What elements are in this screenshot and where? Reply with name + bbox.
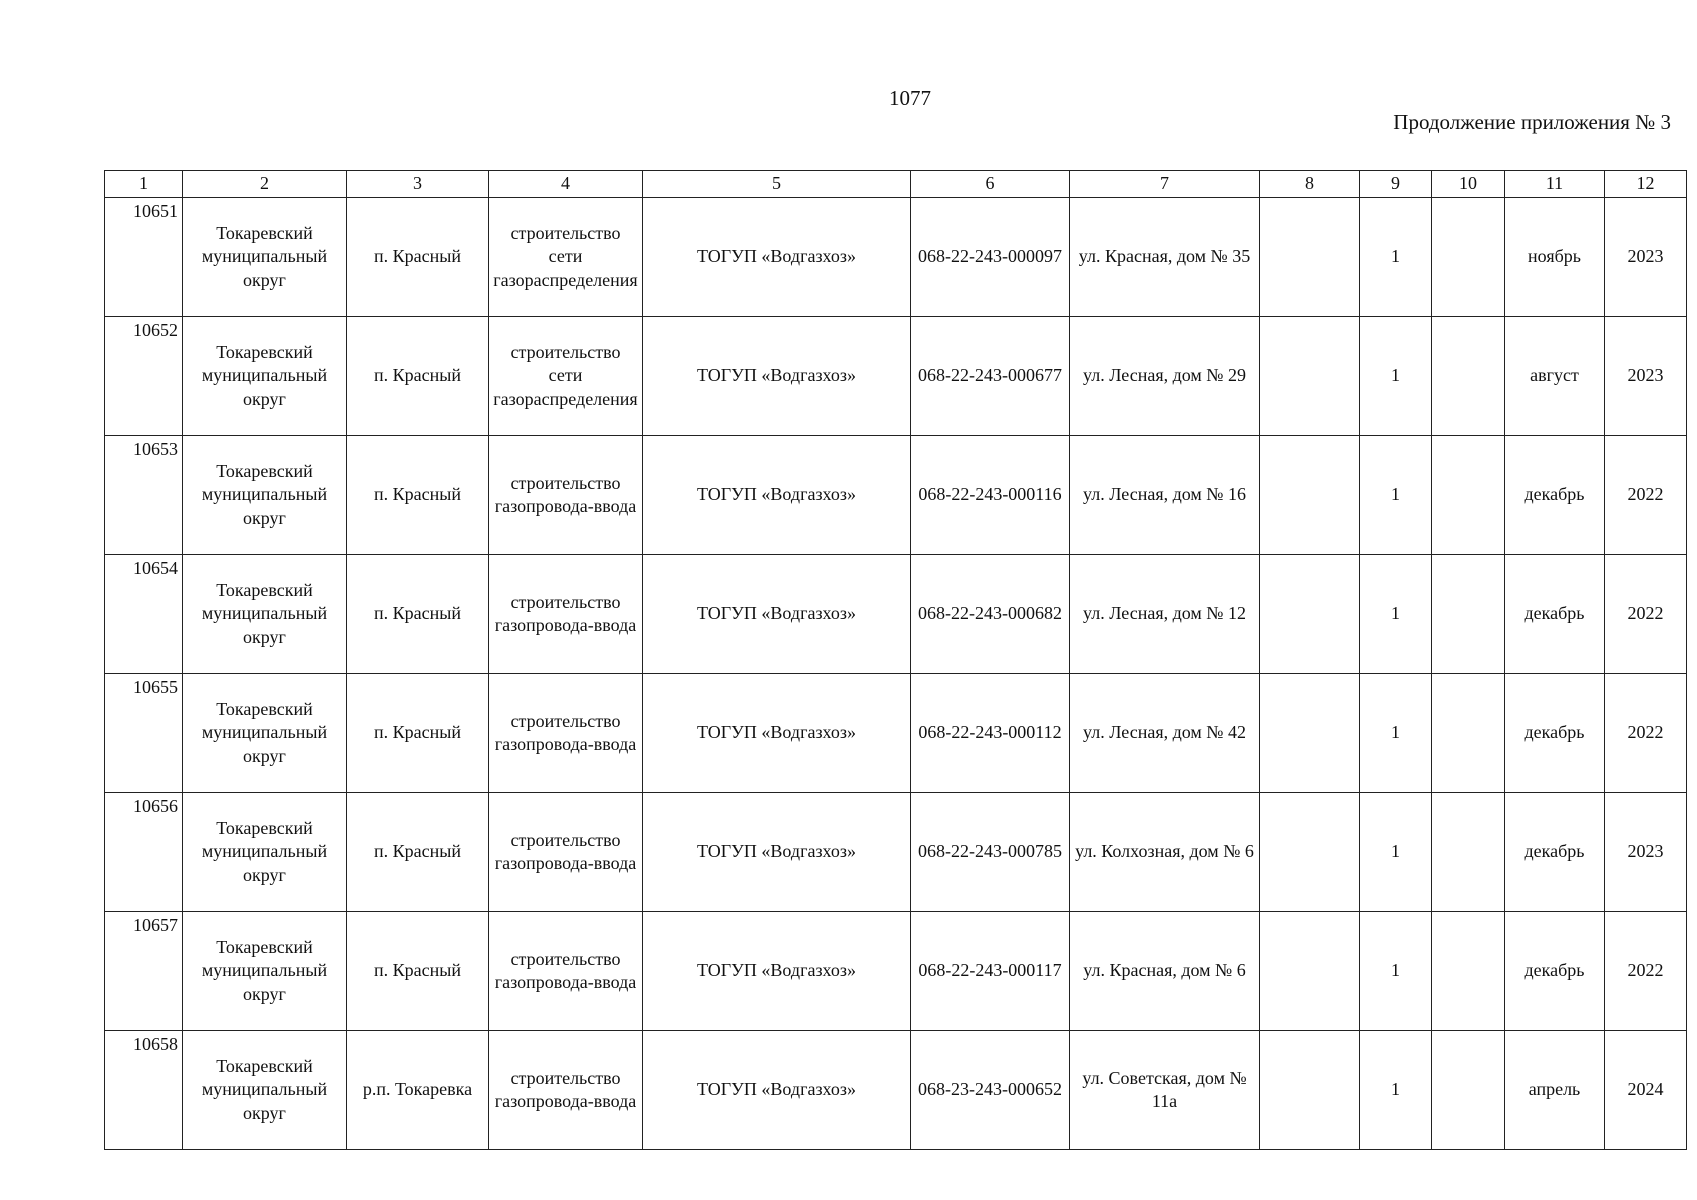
month-cell: декабрь <box>1505 793 1605 912</box>
column-10-cell <box>1432 1031 1505 1150</box>
column-header: 10 <box>1432 171 1505 198</box>
month-cell: апрель <box>1505 1031 1605 1150</box>
column-header: 11 <box>1505 171 1605 198</box>
organization-cell: ТОГУП «Водгазхоз» <box>643 912 911 1031</box>
year-cell: 2022 <box>1605 912 1687 1031</box>
organization-cell: ТОГУП «Водгазхоз» <box>643 317 911 436</box>
table-body <box>105 198 1687 1150</box>
column-header: 9 <box>1360 171 1432 198</box>
column-10-cell <box>1432 793 1505 912</box>
settlement-cell: п. Красный <box>347 436 489 555</box>
work-type-cell: строительство сети газораспределения <box>489 317 643 436</box>
application-code-cell: 068-22-243-000677 <box>911 317 1070 436</box>
organization-cell: ТОГУП «Водгазхоз» <box>643 555 911 674</box>
settlement-cell: п. Красный <box>347 674 489 793</box>
table-row <box>105 317 1687 436</box>
column-header: 2 <box>183 171 347 198</box>
column-10-cell <box>1432 674 1505 793</box>
address-cell: ул. Лесная, дом № 42 <box>1070 674 1260 793</box>
month-cell: декабрь <box>1505 555 1605 674</box>
work-type-cell: строительство газопровода-ввода <box>489 1031 643 1150</box>
gas-connection-register-table <box>104 170 1687 1150</box>
table-row <box>105 555 1687 674</box>
column-10-cell <box>1432 198 1505 317</box>
work-type-cell: строительство газопровода-ввода <box>489 555 643 674</box>
quantity-cell: 1 <box>1360 1031 1432 1150</box>
address-cell: ул. Красная, дом № 35 <box>1070 198 1260 317</box>
year-cell: 2023 <box>1605 198 1687 317</box>
column-8-cell <box>1260 674 1360 793</box>
column-header: 4 <box>489 171 643 198</box>
column-8-cell <box>1260 317 1360 436</box>
column-header: 3 <box>347 171 489 198</box>
settlement-cell: п. Красный <box>347 317 489 436</box>
month-cell: август <box>1505 317 1605 436</box>
column-header: 6 <box>911 171 1070 198</box>
application-code-cell: 068-22-243-000116 <box>911 436 1070 555</box>
table-row <box>105 1031 1687 1150</box>
settlement-cell: п. Красный <box>347 912 489 1031</box>
work-type-cell: строительство газопровода-ввода <box>489 436 643 555</box>
district-cell: Токаревский муниципальный округ <box>183 436 347 555</box>
quantity-cell: 1 <box>1360 674 1432 793</box>
district-cell: Токаревский муниципальный округ <box>183 198 347 317</box>
column-header: 7 <box>1070 171 1260 198</box>
work-type-cell: строительство сети газораспределения <box>489 198 643 317</box>
column-header: 1 <box>105 171 183 198</box>
organization-cell: ТОГУП «Водгазхоз» <box>643 674 911 793</box>
quantity-cell: 1 <box>1360 555 1432 674</box>
column-header: 8 <box>1260 171 1360 198</box>
settlement-cell: п. Красный <box>347 198 489 317</box>
work-type-cell: строительство газопровода-ввода <box>489 674 643 793</box>
row-number-cell: 10657 <box>105 912 183 1031</box>
year-cell: 2022 <box>1605 436 1687 555</box>
row-number-cell: 10656 <box>105 793 183 912</box>
column-8-cell <box>1260 436 1360 555</box>
column-10-cell <box>1432 317 1505 436</box>
quantity-cell: 1 <box>1360 198 1432 317</box>
column-8-cell <box>1260 793 1360 912</box>
column-10-cell <box>1432 555 1505 674</box>
column-8-cell <box>1260 198 1360 317</box>
application-code-cell: 068-22-243-000112 <box>911 674 1070 793</box>
application-code-cell: 068-22-243-000785 <box>911 793 1070 912</box>
row-number-cell: 10651 <box>105 198 183 317</box>
column-8-cell <box>1260 555 1360 674</box>
column-10-cell <box>1432 912 1505 1031</box>
table-header <box>105 171 1687 198</box>
column-8-cell <box>1260 1031 1360 1150</box>
organization-cell: ТОГУП «Водгазхоз» <box>643 198 911 317</box>
month-cell: декабрь <box>1505 674 1605 793</box>
column-header: 12 <box>1605 171 1687 198</box>
settlement-cell: п. Красный <box>347 793 489 912</box>
column-header: 5 <box>643 171 911 198</box>
application-code-cell: 068-23-243-000652 <box>911 1031 1070 1150</box>
column-8-cell <box>1260 912 1360 1031</box>
page-number: 1077 <box>889 86 931 110</box>
organization-cell: ТОГУП «Водгазхоз» <box>643 793 911 912</box>
settlement-cell: п. Красный <box>347 555 489 674</box>
address-cell: ул. Лесная, дом № 12 <box>1070 555 1260 674</box>
row-number-cell: 10654 <box>105 555 183 674</box>
district-cell: Токаревский муниципальный округ <box>183 317 347 436</box>
work-type-cell: строительство газопровода-ввода <box>489 912 643 1031</box>
month-cell: ноябрь <box>1505 198 1605 317</box>
district-cell: Токаревский муниципальный округ <box>183 555 347 674</box>
row-number-cell: 10653 <box>105 436 183 555</box>
year-cell: 2023 <box>1605 793 1687 912</box>
work-type-cell: строительство газопровода-ввода <box>489 793 643 912</box>
row-number-cell: 10655 <box>105 674 183 793</box>
column-number-row <box>105 171 1687 198</box>
settlement-cell: р.п. Токаревка <box>347 1031 489 1150</box>
organization-cell: ТОГУП «Водгазхоз» <box>643 1031 911 1150</box>
organization-cell: ТОГУП «Водгазхоз» <box>643 436 911 555</box>
address-cell: ул. Красная, дом № 6 <box>1070 912 1260 1031</box>
table-row <box>105 912 1687 1031</box>
table-row <box>105 436 1687 555</box>
year-cell: 2024 <box>1605 1031 1687 1150</box>
address-cell: ул. Советская, дом № 11а <box>1070 1031 1260 1150</box>
appendix-continuation-note: Продолжение приложения № 3 <box>1393 110 1671 134</box>
table-row <box>105 674 1687 793</box>
district-cell: Токаревский муниципальный округ <box>183 793 347 912</box>
quantity-cell: 1 <box>1360 317 1432 436</box>
month-cell: декабрь <box>1505 912 1605 1031</box>
application-code-cell: 068-22-243-000117 <box>911 912 1070 1031</box>
quantity-cell: 1 <box>1360 912 1432 1031</box>
application-code-cell: 068-22-243-000097 <box>911 198 1070 317</box>
year-cell: 2022 <box>1605 555 1687 674</box>
address-cell: ул. Лесная, дом № 16 <box>1070 436 1260 555</box>
table-row <box>105 198 1687 317</box>
address-cell: ул. Колхозная, дом № 6 <box>1070 793 1260 912</box>
month-cell: декабрь <box>1505 436 1605 555</box>
quantity-cell: 1 <box>1360 793 1432 912</box>
district-cell: Токаревский муниципальный округ <box>183 912 347 1031</box>
quantity-cell: 1 <box>1360 436 1432 555</box>
column-10-cell <box>1432 436 1505 555</box>
district-cell: Токаревский муниципальный округ <box>183 1031 347 1150</box>
row-number-cell: 10658 <box>105 1031 183 1150</box>
row-number-cell: 10652 <box>105 317 183 436</box>
table-row <box>105 793 1687 912</box>
year-cell: 2023 <box>1605 317 1687 436</box>
application-code-cell: 068-22-243-000682 <box>911 555 1070 674</box>
year-cell: 2022 <box>1605 674 1687 793</box>
district-cell: Токаревский муниципальный округ <box>183 674 347 793</box>
address-cell: ул. Лесная, дом № 29 <box>1070 317 1260 436</box>
